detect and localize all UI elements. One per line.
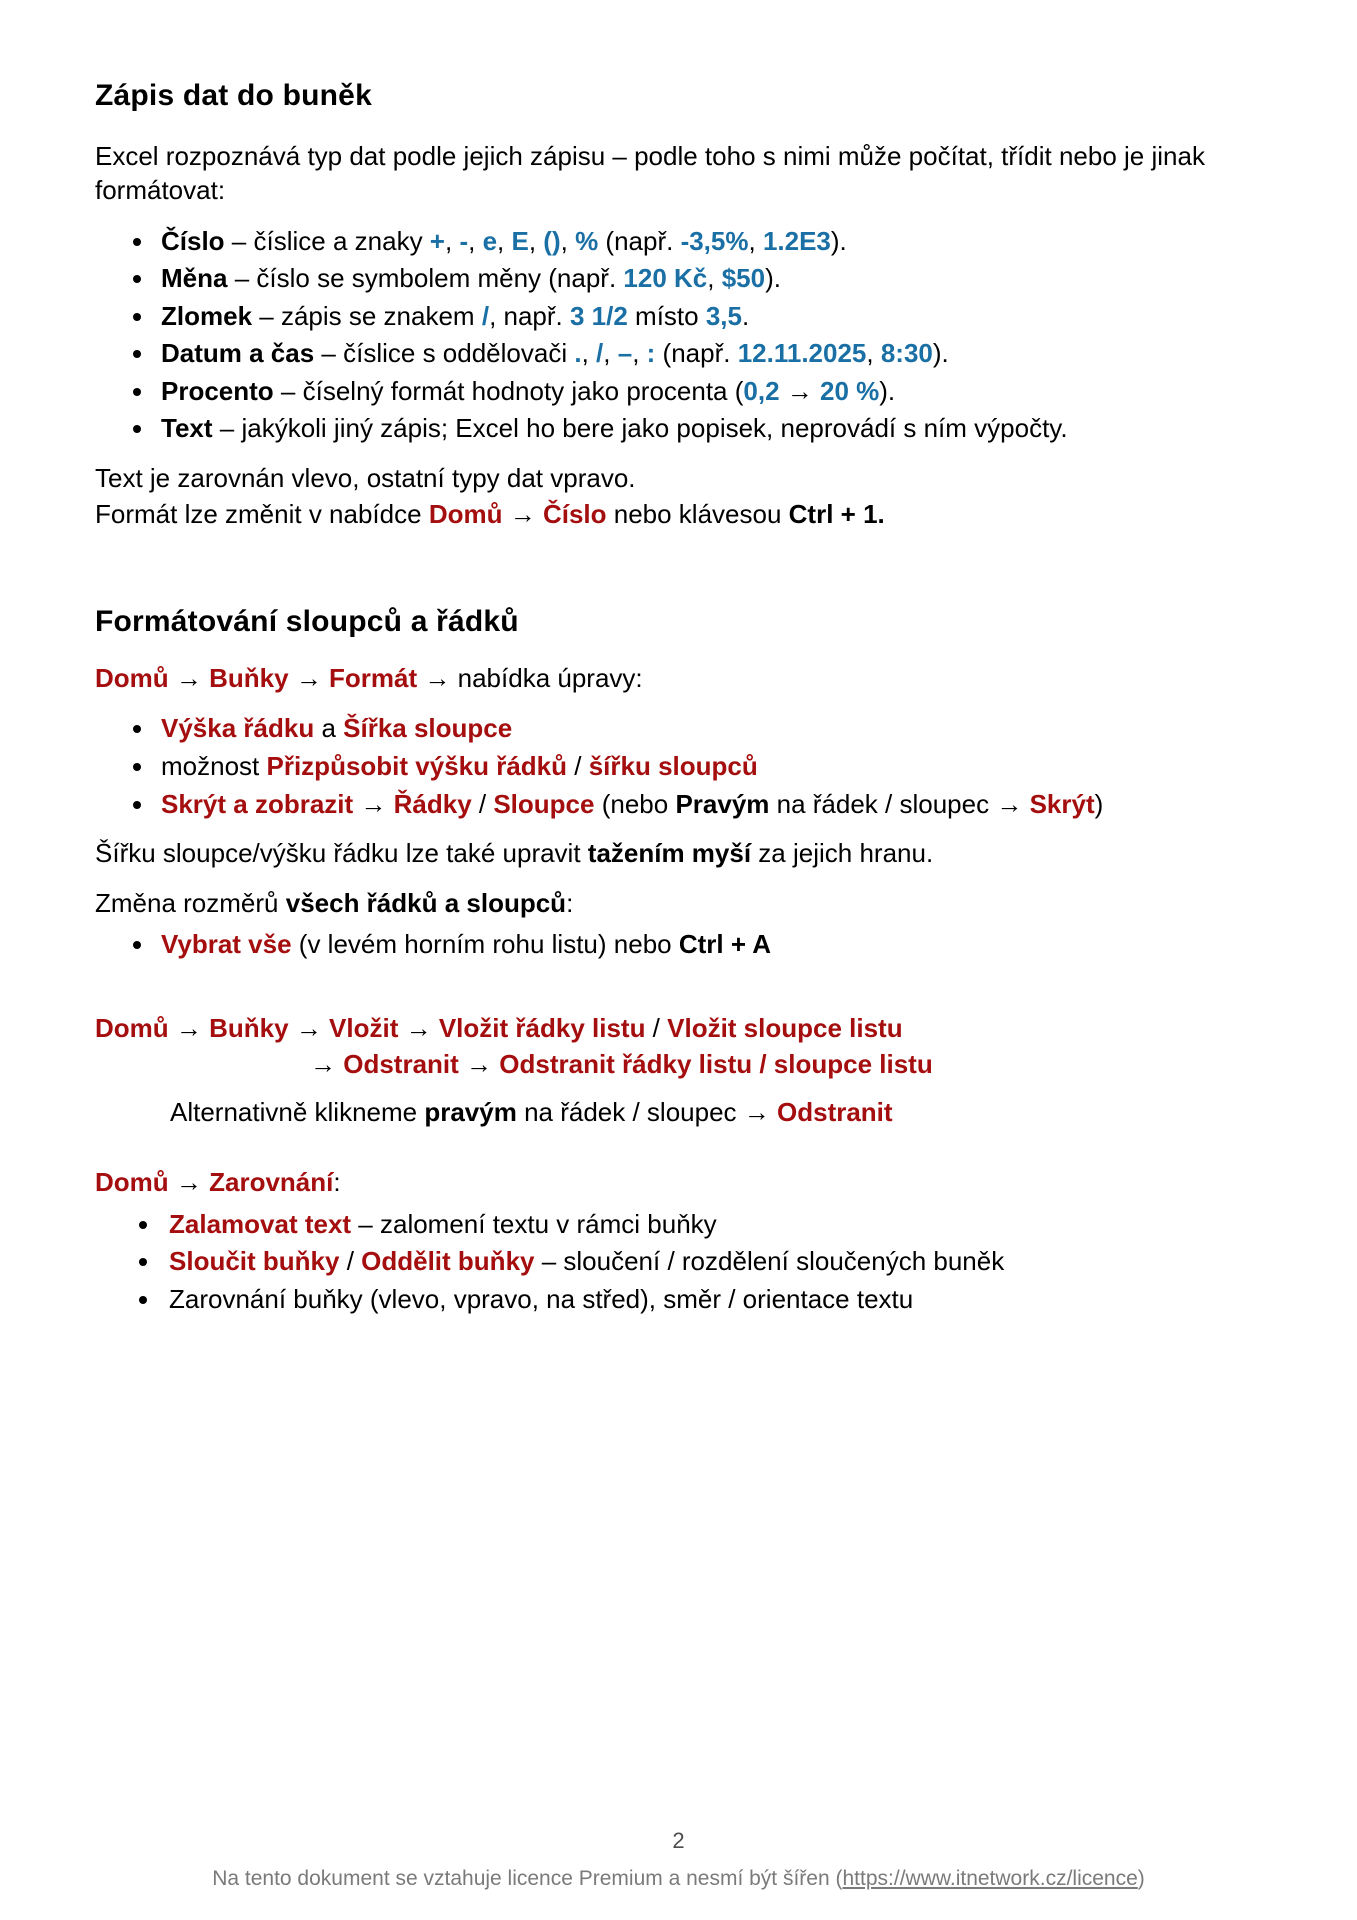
option-sirka-sloupce: Šířka sloupce [343, 713, 513, 744]
page-title: Zápis dat do buněk [95, 79, 372, 112]
alternative-delete-note [95, 1095, 1247, 1131]
select-all-list [95, 927, 1247, 962]
example-slash: / [596, 338, 604, 369]
format-menu-path [95, 662, 1247, 696]
example-dash: – [617, 338, 633, 369]
shortcut-ctrl-1: Ctrl + 1. [788, 498, 885, 529]
dash: – [212, 413, 242, 444]
option-vyska-radku: Výška řádku [161, 713, 315, 744]
text-part: místo [627, 300, 706, 331]
list-item-cislo [95, 224, 1247, 259]
sep: , [748, 225, 763, 256]
alignment-menu-path [95, 1165, 1247, 1201]
emphasis-pravym: pravým [424, 1097, 517, 1128]
text-part: ). [879, 375, 896, 406]
format-options-list [95, 711, 1247, 821]
list-item-datum-a-cas [95, 336, 1247, 371]
example-slash: / [481, 300, 490, 331]
arrow-icon: → [398, 1013, 439, 1044]
example-minus: - [459, 225, 469, 256]
separator: / [567, 751, 589, 782]
text-part: jakýkoli jiný zápis; Excel ho bere jako popisek, neprovádí s ním výpočty. [241, 413, 1068, 444]
text-part: (v levém horním rohu listu) nebo [291, 928, 679, 959]
menu-format: Formát [329, 662, 418, 693]
sep: , [468, 225, 483, 256]
footer-text-after: ) [1137, 1866, 1145, 1890]
text-part: ) [1094, 788, 1104, 819]
menu-odstranit: Odstranit [343, 1049, 459, 1080]
arrow-icon: → [417, 662, 458, 693]
text-part: za jejich hranu. [751, 838, 934, 869]
text-part: Šířku sloupce/výšku řádku lze také upravit [95, 838, 588, 869]
example-colon: : [646, 338, 656, 369]
menu-bunky: Buňky [209, 1013, 289, 1044]
dash: – [252, 300, 281, 331]
page-footer [0, 1824, 1357, 1895]
menu-odstranit: Odstranit [777, 1097, 893, 1128]
emphasis-pravym: Pravým [675, 788, 770, 819]
arrow-icon: → [168, 1166, 210, 1197]
menu-domu: Domů [428, 498, 503, 529]
term-text: Text [161, 413, 213, 444]
spacer [95, 977, 1247, 1011]
arrow-icon: → [310, 1049, 344, 1080]
example-scientific: 1.2E3 [762, 225, 831, 256]
dash: – [224, 225, 254, 256]
spacer [95, 1131, 1247, 1165]
format-change-note [95, 498, 1247, 532]
menu-domu: Domů [95, 662, 169, 693]
drag-resize-note [95, 837, 1247, 871]
example-usd: $50 [721, 263, 766, 294]
text-part: (např. [598, 225, 681, 256]
resize-all-note [95, 887, 1247, 921]
page-number: 2 [672, 1827, 685, 1853]
text-part: Změna rozměrů [95, 887, 286, 918]
text-part: na řádek / sloupec [769, 788, 997, 819]
list-item-sloucit-bunky [95, 1244, 1247, 1279]
example-value-decimal: 0,2 [743, 375, 780, 406]
text-part: Alternativně klikneme [170, 1097, 425, 1128]
text-part: číslice s oddělovači [343, 338, 575, 369]
sep: , [707, 263, 722, 294]
text-part: možnost [161, 751, 267, 782]
arrow-icon: → [168, 662, 210, 693]
term-mena: Měna [161, 263, 228, 294]
emphasis-tazenim-mysi: tažením myší [587, 838, 752, 869]
example-dot: . [574, 338, 582, 369]
text-part: a [314, 713, 344, 744]
arrow-icon: → [458, 1049, 500, 1080]
menu-domu: Domů [95, 1166, 169, 1197]
menu-bunky: Buňky [209, 662, 289, 693]
arrow-icon: → [996, 788, 1030, 819]
arrow-icon: → [288, 1013, 330, 1044]
arrow-icon: → [743, 1097, 777, 1128]
sep: , [866, 338, 881, 369]
alignment-note: Text je zarovnán vlevo, ostatní typy dat vpravo. [95, 463, 636, 494]
option-skryt-a-zobrazit: Skrýt a zobrazit [161, 788, 354, 819]
list-item-zarovnani-bunky [95, 1282, 1247, 1317]
dash: – [273, 375, 303, 406]
sep: , [581, 338, 597, 369]
option-sirku-sloupcu: šířku sloupců [588, 751, 758, 782]
separator: / [645, 1013, 668, 1044]
menu-cislo: Číslo [542, 498, 607, 529]
list-item-zalamovat-text [95, 1207, 1247, 1242]
option-sloucit-bunky: Sloučit buňky [169, 1246, 340, 1277]
arrow-icon: → [502, 498, 543, 529]
text-part: ). [830, 225, 847, 256]
sep: , [632, 338, 647, 369]
option-radky: Řádky [393, 788, 472, 819]
sep: , [603, 338, 618, 369]
text-part: číselný formát hodnoty jako procenta ( [302, 375, 744, 406]
list-item-vybrat-vse [95, 927, 1247, 962]
separator: / [339, 1246, 362, 1277]
example-decimal: 3,5 [705, 300, 742, 331]
text-part: nabídka úpravy: [457, 662, 643, 693]
sep: , [560, 225, 576, 256]
example-percent: % [575, 225, 599, 256]
term-zlomek: Zlomek [161, 300, 253, 331]
option-zalamovat-text: Zalamovat text [169, 1208, 352, 1239]
text-part: nebo klávesou [606, 498, 789, 529]
option-sloupce: Sloupce [493, 788, 595, 819]
text-part: : [333, 1166, 341, 1197]
example-fraction: 3 1/2 [570, 300, 628, 331]
example-e-upper: E [511, 225, 529, 256]
data-type-list [95, 224, 1247, 446]
text-part: : [566, 887, 574, 918]
menu-vlozit: Vložit [329, 1013, 399, 1044]
sep: , [444, 225, 460, 256]
dash: – [314, 338, 344, 369]
option-oddelit-bunky: Oddělit buňky [361, 1246, 535, 1277]
text-part: , např. [489, 300, 570, 331]
text-part: Formát lze změnit v nabídce [95, 498, 429, 529]
arrow-icon: → [779, 375, 820, 406]
shortcut-ctrl-a: Ctrl + A [678, 928, 772, 959]
list-item-skryt-zobrazit [95, 787, 1247, 822]
list-item-prizpusobit [95, 749, 1247, 784]
sep: , [528, 225, 544, 256]
example-time: 8:30 [880, 338, 933, 369]
insert-menu-path [95, 1011, 1247, 1047]
arrow-icon: → [288, 662, 330, 693]
text-part: zápis se znakem [280, 300, 482, 331]
text-part: – zalomení textu v rámci buňky [351, 1208, 717, 1239]
example-date: 12.11.2025 [737, 338, 867, 369]
option-prizpusobit-vysku: Přizpůsobit výšku řádků [266, 751, 568, 782]
term-datum-a-cas: Datum a čas [161, 338, 315, 369]
menu-vlozit-sloupce-listu: Vložit sloupce listu [667, 1013, 903, 1044]
spacer [95, 1083, 1247, 1095]
arrow-icon: → [353, 788, 394, 819]
licence-link[interactable]: https://www.itnetwork.cz/licence [842, 1866, 1138, 1890]
list-item-vyska-sirka [95, 711, 1247, 746]
sep: , [497, 225, 512, 256]
example-value-percent: 20 % [820, 375, 880, 406]
text-part: – sloučení / rozdělení sloučených buněk [534, 1246, 1005, 1277]
alignment-options-list [95, 1207, 1247, 1317]
text-part: (nebo [594, 788, 676, 819]
footer-text-before: Na tento dokument se vztahuje licence Premium a nesmí být šířen ( [212, 1866, 843, 1890]
text-part: Zarovnání buňky (vlevo, vpravo, na střed), směr / orientace textu [169, 1284, 914, 1315]
term-procento: Procento [161, 375, 274, 406]
text-part: (např. [655, 338, 738, 369]
menu-vlozit-radky-listu: Vložit řádky listu [438, 1013, 646, 1044]
example-e-lower: e [482, 225, 498, 256]
list-item-text [95, 411, 1247, 446]
option-skryt: Skrýt [1029, 788, 1095, 819]
text-part: číslo se symbolem měny (např. [256, 263, 624, 294]
menu-zarovnani: Zarovnání [209, 1166, 334, 1197]
intro-paragraph: Excel rozpoznává typ dat podle jejich zápisu – podle toho s nimi může počítat, třídit nebo je jinak formátovat: [95, 141, 1205, 205]
option-vybrat-vse: Vybrat vše [161, 928, 292, 959]
example-plus: + [429, 225, 445, 256]
text-part: číslice a znaky [253, 225, 430, 256]
example-negative-percent: -3,5% [680, 225, 749, 256]
menu-domu: Domů [95, 1013, 169, 1044]
separator: / [471, 788, 494, 819]
text-part: na řádek / sloupec [516, 1097, 744, 1128]
list-item-zlomek [95, 299, 1247, 334]
example-czk: 120 Kč [623, 263, 708, 294]
delete-menu-path [95, 1047, 1247, 1083]
section-title-formatting: Formátování sloupců a řádků [95, 604, 519, 638]
arrow-icon: → [168, 1013, 210, 1044]
text-part: . [742, 300, 750, 331]
list-item-procento [95, 374, 1247, 409]
example-parens: () [543, 225, 561, 256]
term-cislo: Číslo [161, 225, 225, 256]
text-part: ). [765, 263, 781, 294]
list-item-mena [95, 261, 1247, 296]
menu-odstranit-radky-sloupce: Odstranit řádky listu / sloupce listu [499, 1049, 933, 1080]
emphasis-vsech-radku: všech řádků a sloupců [285, 887, 567, 918]
dash: – [227, 263, 257, 294]
text-part: ). [932, 338, 949, 369]
